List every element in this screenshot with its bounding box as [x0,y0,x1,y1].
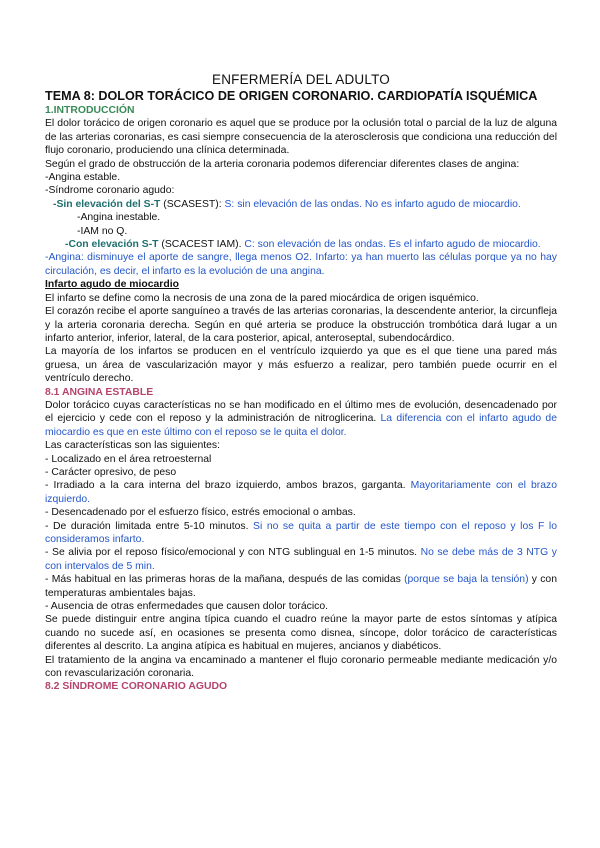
caracteristica-8: - Ausencia de otras enfermedades que causen dolor torácico. [45,601,329,613]
topic-title: TEMA 8: DOLOR TORÁCICO DE ORIGEN CORONARIO. CARDIOPATÍA ISQUÉMICA [45,89,538,103]
caracteristica-6-text: - Se alivia por el reposo físico/emocional y con NTG sublingual en 1-5 minutos. [45,547,421,559]
caracteristica-6-note: No se debe más de 3 NTG y con intervalos de 5 min. [45,547,557,572]
document-page [45,72,557,694]
list-item-angina-estable: -Angina estable. [45,172,121,184]
angina-estable-text: Dolor torácico cuyas características no se han modificado en el último mes de evolución, desencadenado por el ejercicio y cede con el reposo y la administración de nitroglicerina. [45,399,557,425]
angina-estable-note: La diferencia con el infarto agudo de miocardio es que en este último con el reposo se le quita el dolor. [45,413,557,438]
intro-paragraph-1: El dolor torácico de origen coronario es aquel que se produce por la oclusión total o parcial de la luz de alguna de las arterias coronarias, es casi siempre consecuencia de la aterosclerosis que condiciona una reducción del flujo coronario, produciendo una clínica determinada. [45,118,557,157]
list-item-angina-inestable: -Angina inestable. [77,212,161,224]
header-title: ENFERMERÍA DEL ADULTO [212,72,390,87]
caracteristica-1: - Localizado en el área retroesternal [45,453,212,465]
section-introduccion: 1.INTRODUCCIÓN [45,105,135,116]
angina-tipica-paragraph: Se puede distinguir entre angina típica cuando el cuadro reúne la mayor parte de estos síntomas y atípica cuando no sucede así, en ocasiones se presenta como disnea, síncope, dolor torácico de características diferentes al descrito. La angina atípica es habitual en mujeres, ancianos y diabéticos. [45,614,557,653]
list-item-iam-no-q: -IAM no Q. [77,225,128,237]
caracteristicas-intro: Las características son las siguientes: [45,440,220,452]
caracteristica-3 [45,479,557,506]
section-angina-estable: 8.1 ANGINA ESTABLE [45,386,154,398]
scasest-label: -Sin elevación del S-T [53,198,161,210]
scacest-label: -Con elevación S-T [65,239,159,251]
caracteristica-4: - Desencadenado por el esfuerzo físico, estrés emocional o ambas. [45,507,356,519]
subsection-infarto: Infarto agudo de miocardio [45,279,179,291]
caracteristica-6 [45,546,557,573]
scacest-line [45,238,557,251]
intro-paragraph-2: Según el grado de obstrucción de la arteria coronaria podemos diferenciar diferentes clases de angina: [45,158,520,170]
caracteristica-7-end: y con temperaturas ambientales bajas. [45,574,557,599]
scasest-paren: (SCASEST): [160,198,225,210]
list-item-sindrome-coronario: -Síndrome coronario agudo: [45,185,175,197]
section-sindrome-coronario-agudo: 8.2 SÍNDROME CORONARIO AGUDO [45,681,228,693]
caracteristica-5-text: - De duración limitada entre 5-10 minutos. [45,520,254,532]
tratamiento-paragraph: El tratamiento de la angina va encaminado a mantener el flujo coronario permeable mediante medicación y/o con revascularización coronaria. [45,654,557,680]
infarto-paragraph-3: La mayoría de los infartos se producen en el ventrículo izquierdo ya que es el que tiene una pared más gruesa, un área de vascularización mayor y más esfuerzo a realizar, pero también puede ocurrir en el ventrículo derecho. [45,346,557,385]
infarto-paragraph-1: El infarto se define como la necrosis de una zona de la pared miocárdica de origen isquémico. [45,292,479,304]
caracteristica-7-text: - Más habitual en las primeras horas de la mañana, después de las comidas [45,574,405,586]
caracteristica-5-note: Si no se quita a partir de este tiempo con el reposo y los F lo consideramos infarto. [45,520,557,545]
angina-note: -Angina: disminuye el aporte de sangre, llega menos O2. Infarto: ya han muerto las células porque ya no hay circulación, es decir, el infarto es la evolución de una angina. [45,252,557,277]
scacest-paren: (SCACEST IAM). [158,239,245,251]
infarto-paragraph-2: El corazón recibe el aporte sanguíneo a través de las arterias coronarias, la descendente anterior, la circunfleja y la arteria coronaria derecha. Según en qué arteria se produce la obstrucción trombótica dará lugar a un infarto anterior, inferior, lateral, de la cara posterior, apical, anteroseptal, subendocárdico. [45,306,557,344]
caracteristica-2: - Carácter opresivo, de peso [45,466,177,478]
caracteristica-7-note: (porque se baja la tensión) [404,574,529,586]
caracteristica-7 [45,573,557,600]
caracteristica-3-note: Mayoritariamente con el brazo izquierdo. [45,480,557,505]
scacest-note: C: son elevación de las ondas. Es el infarto agudo de miocardio. [244,239,541,251]
angina-estable-paragraph [45,399,557,439]
scasest-line [45,198,557,211]
caracteristica-5 [45,520,557,547]
caracteristica-3-text: - Irradiado a la cara interna del brazo izquierdo, ambos brazos, garganta. [45,480,411,492]
scasest-note: S: sin elevación de las ondas. No es infarto agudo de miocardio. [224,198,521,210]
